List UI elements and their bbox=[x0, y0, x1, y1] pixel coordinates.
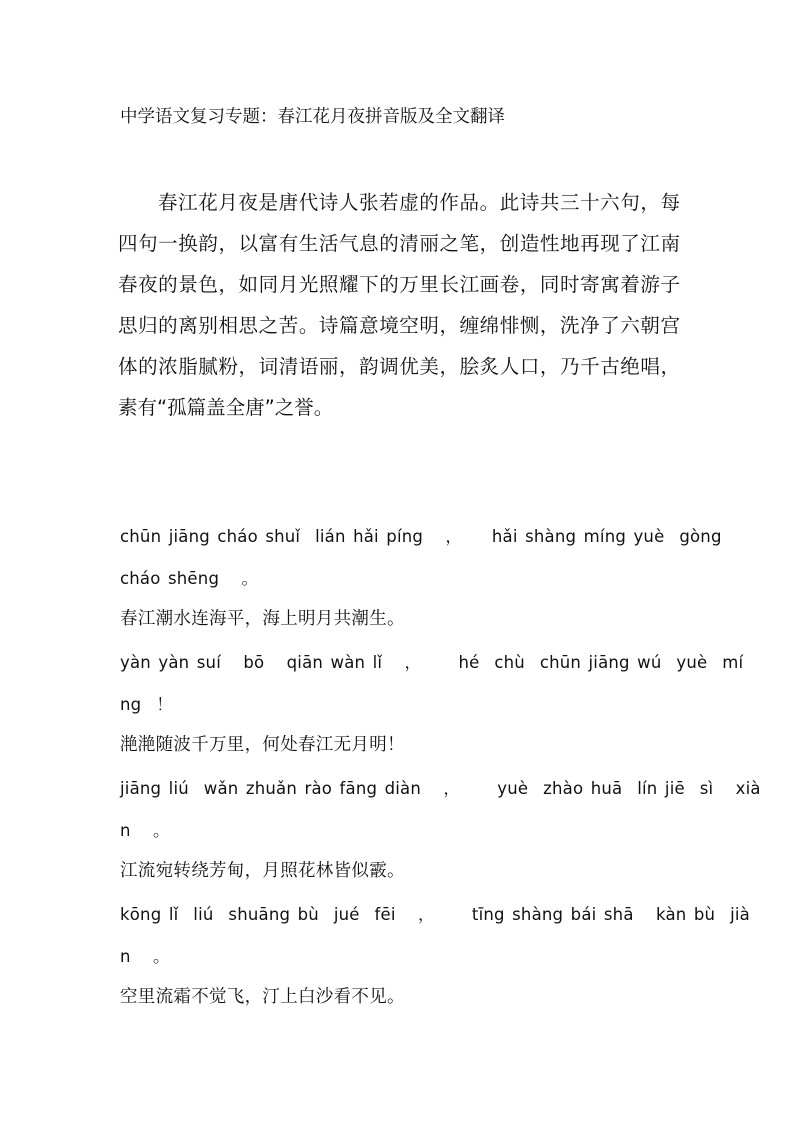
poem-line: 空里流霜不觉飞，汀上白沙看不见。 bbox=[120, 987, 405, 1007]
poem-line: 滟滟随波千万里，何处春江无月明！ bbox=[120, 735, 405, 755]
document-title: 中学语文复习专题：春江花月夜拼音版及全文翻译 bbox=[120, 107, 505, 127]
poem-line: 春江潮水连海平，海上明月共潮生。 bbox=[120, 609, 405, 629]
pinyin-line: ng ！ bbox=[120, 695, 173, 714]
pinyin-line: kōng lǐ liú shuāng bù jué fēi ， tīng shàng bái shā kàn bù jià bbox=[120, 905, 750, 924]
pinyin-line: chūn jiāng cháo shuǐ lián hǎi píng ， hǎi shàng míng yuè gòng bbox=[120, 527, 722, 546]
poem-line: 江流宛转绕芳甸，月照花林皆似霰。 bbox=[120, 861, 405, 881]
intro-paragraph: 春江花月夜是唐代诗人张若虚的作品。此诗共三十六句，每四句一换韵，以富有生活气息的清丽之笔，创造性地再现了江南春夜的景色，如同月光照耀下的万里长江画卷，同时寄寓着游子思归的离别相思之苦。诗篇意境空明，缠绵悱恻，洗净了六朝宫体的浓脂腻粉，词清语丽，韵调优美，脍炙人口，乃千古绝唱，素有“孤篇盖全唐”之誉。 bbox=[118, 191, 680, 419]
pinyin-line: yàn yàn suí bō qiān wàn lǐ ， hé chù chūn jiāng wú yuè mí bbox=[120, 653, 744, 672]
pinyin-line: n 。 bbox=[120, 947, 170, 966]
pinyin-line: cháo shēng 。 bbox=[120, 569, 259, 588]
pinyin-line: n 。 bbox=[120, 821, 170, 840]
pinyin-line: jiāng liú wǎn zhuǎn rào fāng diàn ， yuè zhào huā lín jiē sì xià bbox=[120, 779, 761, 798]
